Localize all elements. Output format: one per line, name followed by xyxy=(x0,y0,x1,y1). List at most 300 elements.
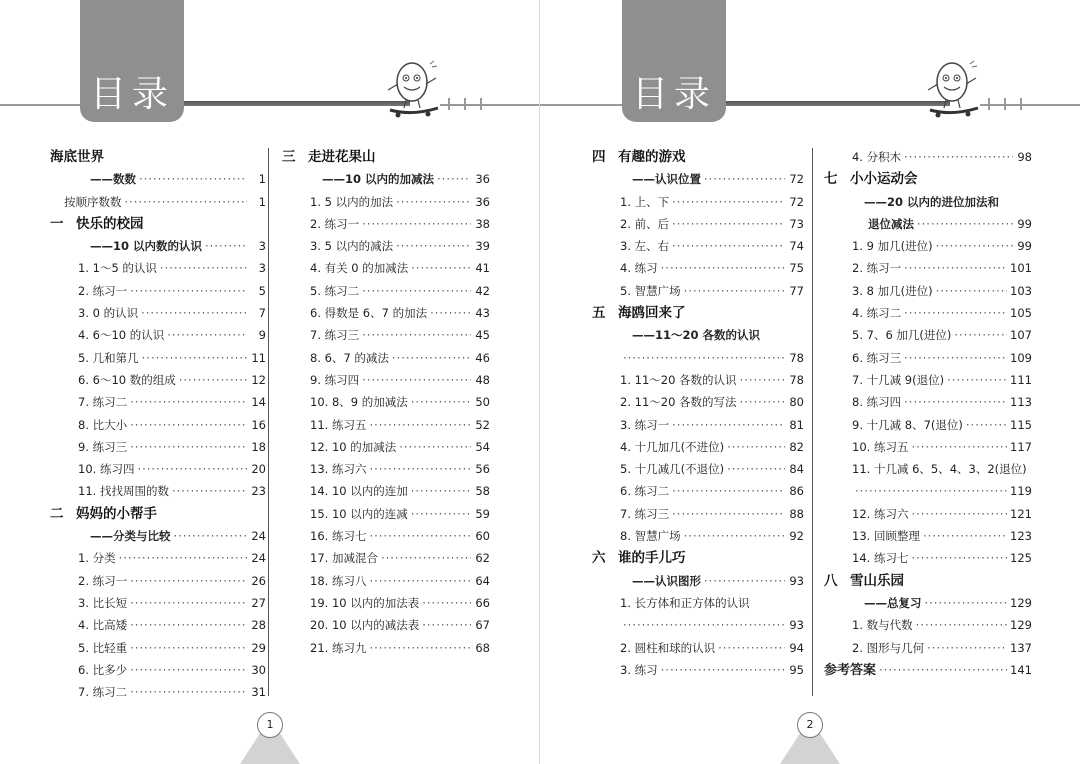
toc-entry xyxy=(592,257,804,279)
section-title: 快乐的校园 xyxy=(76,215,144,232)
toc-page-number: 43 xyxy=(475,306,490,321)
toc-page-number: 38 xyxy=(475,216,490,231)
leader-dots xyxy=(911,503,1007,525)
toc-subtitle xyxy=(50,235,266,257)
section-number: 五 xyxy=(592,305,606,322)
toc-page-number: 95 xyxy=(789,662,804,677)
leader-dots xyxy=(130,280,247,302)
toc-page-number: 81 xyxy=(789,417,804,432)
toc-subtitle xyxy=(824,213,1032,235)
page-number: 1 xyxy=(257,712,283,738)
toc-page-number: 59 xyxy=(475,506,490,521)
toc-entry-label: 3. 0 的认识 xyxy=(78,306,139,321)
toc-entry xyxy=(282,547,490,569)
toc-page-number: 3 xyxy=(258,261,266,276)
toc-entry-label: ——10 以内数的认识 xyxy=(90,239,203,254)
toc-entry-label: 4. 比高矮 xyxy=(78,618,128,633)
section-title: 小小运动会 xyxy=(850,171,918,188)
leader-dots xyxy=(411,503,471,525)
toc-entry-label: 8. 智慧广场 xyxy=(620,529,681,544)
toc-entry xyxy=(824,369,1032,391)
leader-dots xyxy=(422,592,471,614)
toc-entry-label: ——总复习 xyxy=(864,595,922,610)
toc-entry xyxy=(282,637,490,659)
toc-page-number: 50 xyxy=(475,395,490,410)
toc-page-number: 62 xyxy=(475,551,490,566)
toc-page-number: 5 xyxy=(258,283,266,298)
toc-section-heading xyxy=(282,146,490,168)
section-title: 雪山乐园 xyxy=(850,572,904,589)
bars-icon xyxy=(446,96,492,112)
toc-entry xyxy=(282,191,490,213)
toc-entry xyxy=(824,302,1032,324)
toc-page-number: 26 xyxy=(251,573,266,588)
toc-page-number: 115 xyxy=(1010,417,1032,432)
toc-entry xyxy=(50,480,266,502)
toc-entry-label: 6. 得数是 6、7 的加法 xyxy=(310,306,428,321)
section-number: 六 xyxy=(592,550,606,567)
toc-subtitle xyxy=(592,324,804,346)
toc-page-number: 107 xyxy=(1010,328,1032,343)
toc-entry xyxy=(592,458,804,480)
leader-dots xyxy=(916,614,1007,636)
leader-dots xyxy=(369,637,471,659)
toc-entry-label: 10. 8、9 的加减法 xyxy=(310,395,408,410)
leader-dots xyxy=(130,614,247,636)
egg-mascot-icon xyxy=(922,54,992,124)
toc-entry-label: 5. 智慧广场 xyxy=(620,283,681,298)
toc-entry-label: 15. 10 以内的连减 xyxy=(310,506,408,521)
toc-page-number: 41 xyxy=(475,261,490,276)
leader-dots xyxy=(925,592,1008,614)
toc-page-number: 39 xyxy=(475,239,490,254)
toc-section-heading xyxy=(592,302,804,324)
toc-entry-label: 11. 练习五 xyxy=(310,417,367,432)
toc-entry-label: 2. 练习一 xyxy=(310,216,360,231)
header-tab xyxy=(622,0,726,122)
egg-mascot-icon xyxy=(382,54,452,124)
leader-dots xyxy=(623,347,785,369)
toc-entry-label: 12. 练习六 xyxy=(852,506,909,521)
toc-page-number: 99 xyxy=(1017,239,1032,254)
toc-entry xyxy=(592,235,804,257)
toc-page-number: 109 xyxy=(1010,350,1032,365)
toc-entry-label: 18. 练习八 xyxy=(310,573,367,588)
toc-entry xyxy=(592,414,804,436)
toc-page-number: 1 xyxy=(258,172,266,187)
toc-entry-label: 5. 几和第几 xyxy=(78,350,139,365)
header-rule xyxy=(0,104,80,106)
toc-page-number: 68 xyxy=(475,640,490,655)
leader-dots xyxy=(362,213,471,235)
leader-dots xyxy=(672,480,785,502)
toc-page-number: 48 xyxy=(475,372,490,387)
leader-dots xyxy=(704,570,785,592)
toc-entry xyxy=(824,324,1032,346)
toc-entry xyxy=(50,592,266,614)
toc-entry-label: 2. 图形与几何 xyxy=(852,640,925,655)
toc-page-number: 119 xyxy=(1010,484,1032,499)
toc-entry-label: 4. 练习 xyxy=(620,261,658,276)
toc-page-number: 117 xyxy=(1010,439,1032,454)
toc-page-number: 16 xyxy=(251,417,266,432)
toc-page-number: 111 xyxy=(1010,372,1032,387)
toc-page-number: 121 xyxy=(1010,506,1032,521)
toc-entry-label: 8. 练习四 xyxy=(852,395,902,410)
leader-dots xyxy=(130,570,247,592)
leader-dots xyxy=(362,280,471,302)
toc-entry-label: 14. 10 以内的连加 xyxy=(310,484,408,499)
section-title: 妈妈的小帮手 xyxy=(76,505,157,522)
toc-page-number: 42 xyxy=(475,283,490,298)
toc-entry xyxy=(824,146,1032,168)
leader-dots xyxy=(119,547,247,569)
toc-entry xyxy=(50,302,266,324)
toc-entry xyxy=(50,257,266,279)
toc-page-number: 29 xyxy=(251,640,266,655)
toc-page-number: 75 xyxy=(789,261,804,276)
toc-entry xyxy=(282,257,490,279)
toc-page-number: 72 xyxy=(789,194,804,209)
toc-entry-label: 1. 5 以内的加法 xyxy=(310,194,394,209)
toc-page-number: 3 xyxy=(258,239,266,254)
toc-page-number: 74 xyxy=(789,239,804,254)
toc-page-number: 101 xyxy=(1010,261,1032,276)
toc-entry-label: 17. 加减混合 xyxy=(310,551,378,566)
toc-entry xyxy=(282,280,490,302)
leader-dots xyxy=(422,614,471,636)
toc-entry-label: 6. 6～10 数的组成 xyxy=(78,372,176,387)
leader-dots xyxy=(727,458,785,480)
toc-page-number: 46 xyxy=(475,350,490,365)
toc-entry-continuation xyxy=(592,614,804,636)
toc-page-number: 1 xyxy=(258,194,266,209)
toc-page-number: 60 xyxy=(475,529,490,544)
toc-entry-continuation xyxy=(824,480,1032,502)
section-title: 海底世界 xyxy=(50,149,104,165)
toc-entry-label: 2. 圆柱和球的认识 xyxy=(620,640,716,655)
toc-entry xyxy=(824,391,1032,413)
leader-dots xyxy=(923,525,1007,547)
section-title: 谁的手儿巧 xyxy=(618,550,686,567)
leader-dots xyxy=(392,347,471,369)
toc-entry-label: 7. 练习三 xyxy=(620,506,670,521)
leader-dots xyxy=(411,257,471,279)
toc-entry xyxy=(824,436,1032,458)
toc-entry xyxy=(282,347,490,369)
toc-page-number: 73 xyxy=(789,216,804,231)
toc-entry xyxy=(50,659,266,681)
leader-dots xyxy=(672,503,785,525)
toc-page-number: 103 xyxy=(1010,283,1032,298)
toc-page-number: 36 xyxy=(475,172,490,187)
leader-dots xyxy=(396,191,471,213)
toc-entry-label: 4. 练习二 xyxy=(852,306,902,321)
toc-entry xyxy=(824,257,1032,279)
toc-entry xyxy=(50,681,266,703)
toc-entry xyxy=(282,525,490,547)
toc-page-number: 28 xyxy=(251,618,266,633)
leader-dots xyxy=(904,146,1013,168)
header-rule xyxy=(720,101,950,106)
toc-entry xyxy=(592,525,804,547)
toc-entry-label: 11. 十几减 6、5、4、3、2(退位) xyxy=(852,462,1027,477)
leader-dots xyxy=(855,480,1007,502)
toc-subtitle xyxy=(824,592,1032,614)
leader-dots xyxy=(179,369,247,391)
toc-entry-label: 6. 练习二 xyxy=(620,484,670,499)
toc-page-number: 82 xyxy=(789,439,804,454)
toc-entry xyxy=(50,191,266,213)
toc-page-number: 123 xyxy=(1010,529,1032,544)
toc-entry xyxy=(824,503,1032,525)
toc-entry-label: 按顺序数数 xyxy=(64,194,122,209)
toc-entry-label: ——认识位置 xyxy=(632,172,701,187)
header-rule xyxy=(180,101,410,106)
leader-dots xyxy=(137,458,247,480)
toc-entry-label: 7. 练习二 xyxy=(78,395,128,410)
leader-dots xyxy=(381,547,471,569)
toc-entry-label: 1. 1～5 的认识 xyxy=(78,261,157,276)
toc-subtitle xyxy=(50,168,266,190)
toc-page-number: 72 xyxy=(789,172,804,187)
leader-dots xyxy=(369,414,471,436)
toc-page-number: 11 xyxy=(251,350,266,365)
toc-subtitle xyxy=(592,570,804,592)
toc-column xyxy=(824,146,1032,681)
toc-page-number: 56 xyxy=(475,462,490,477)
leader-dots xyxy=(139,168,247,190)
leader-dots xyxy=(966,414,1007,436)
leader-dots xyxy=(369,570,471,592)
toc-entry-label: 2. 前、后 xyxy=(620,216,670,231)
toc-entry-label: 7. 练习二 xyxy=(78,685,128,700)
toc-page-number: 66 xyxy=(475,595,490,610)
toc-page-number: 93 xyxy=(789,573,804,588)
leader-dots xyxy=(130,391,247,413)
toc-entry xyxy=(282,570,490,592)
toc-page-number: 12 xyxy=(251,372,266,387)
toc-entry-label: 7. 练习三 xyxy=(310,328,360,343)
toc-entry xyxy=(282,503,490,525)
toc-entry-label: 8. 6、7 的减法 xyxy=(310,350,389,365)
section-number: 七 xyxy=(824,171,838,188)
leader-dots xyxy=(130,592,247,614)
toc-entry xyxy=(50,414,266,436)
toc-entry-label: 6. 练习三 xyxy=(852,350,902,365)
toc-entry xyxy=(592,369,804,391)
toc-page-number: 45 xyxy=(475,328,490,343)
leader-dots xyxy=(130,681,247,703)
toc-page-number: 94 xyxy=(789,640,804,655)
toc-entry-label: 2. 11～20 各数的写法 xyxy=(620,395,737,410)
leader-dots xyxy=(396,235,471,257)
toc-page-number: 18 xyxy=(251,439,266,454)
leader-dots xyxy=(160,257,247,279)
toc-section-heading xyxy=(592,146,804,168)
toc-page-number: 98 xyxy=(1017,150,1032,164)
toc-entry xyxy=(592,592,804,614)
leader-dots xyxy=(904,347,1007,369)
toc-page-number: 129 xyxy=(1010,595,1032,610)
leader-dots xyxy=(437,168,471,190)
toc-subtitle xyxy=(592,168,804,190)
toc-entry-label: ——10 以内的加减法 xyxy=(322,172,435,187)
section-number: 一 xyxy=(50,215,64,232)
leader-dots xyxy=(174,525,248,547)
toc-entry-label: 4. 分积木 xyxy=(852,150,902,164)
toc-entry-label: 退位减法 xyxy=(868,216,914,231)
toc-page-number: 84 xyxy=(789,462,804,477)
toc-entry xyxy=(282,235,490,257)
leader-dots xyxy=(740,391,785,413)
toc-page-number: 64 xyxy=(475,573,490,588)
toc-subtitle xyxy=(282,168,490,190)
section-number: 八 xyxy=(824,572,838,589)
leader-dots xyxy=(141,302,247,324)
leader-dots xyxy=(936,280,1007,302)
toc-entry-label: 2. 练习一 xyxy=(78,573,128,588)
toc-entry-label: 3. 左、右 xyxy=(620,239,670,254)
toc-entry-label: ——20 以内的进位加法和 xyxy=(864,194,1000,209)
toc-column xyxy=(592,146,804,681)
toc-page-number: 78 xyxy=(789,350,804,365)
toc-page-number: 14 xyxy=(251,395,266,410)
toc-entry xyxy=(592,280,804,302)
toc-entry-label: 2. 练习一 xyxy=(78,283,128,298)
leader-dots xyxy=(661,659,785,681)
toc-section-heading xyxy=(824,168,1032,190)
toc-section-heading xyxy=(592,547,804,569)
leader-dots xyxy=(954,324,1007,346)
toc-entry-label: ——数数 xyxy=(90,172,136,187)
toc-entry xyxy=(592,213,804,235)
leader-dots xyxy=(672,414,785,436)
toc-entry xyxy=(50,280,266,302)
toc-entry-label: 5. 比轻重 xyxy=(78,640,128,655)
toc-entry xyxy=(824,414,1032,436)
section-title: 海鸥回来了 xyxy=(618,305,686,322)
toc-page-number: 80 xyxy=(789,395,804,410)
column-divider xyxy=(268,148,269,696)
leader-dots xyxy=(672,191,785,213)
toc-answers-entry xyxy=(824,659,1032,681)
toc-entry-label: 14. 练习七 xyxy=(852,551,909,566)
toc-entry xyxy=(50,458,266,480)
leader-dots xyxy=(911,547,1007,569)
toc-entry xyxy=(282,369,490,391)
toc-entry xyxy=(824,547,1032,569)
bars-icon xyxy=(986,96,1032,112)
toc-page-number: 88 xyxy=(789,506,804,521)
leader-dots xyxy=(125,191,248,213)
leader-dots xyxy=(362,324,471,346)
leader-dots xyxy=(130,659,247,681)
toc-entry xyxy=(282,480,490,502)
toc-entry-label: 4. 6～10 的认识 xyxy=(78,328,165,343)
toc-entry-label: 9. 练习四 xyxy=(310,372,360,387)
toc-entry xyxy=(592,659,804,681)
section-title: 走进花果山 xyxy=(308,149,376,165)
page-number-badge xyxy=(770,704,850,764)
toc-entry-label: 13. 回顾整理 xyxy=(852,529,920,544)
toc-entry xyxy=(50,547,266,569)
leader-dots xyxy=(904,257,1007,279)
toc-entry-label: 9. 十几减 8、7(退位) xyxy=(852,417,963,432)
leader-dots xyxy=(684,280,785,302)
toc-entry-continuation xyxy=(592,347,804,369)
header-tab xyxy=(80,0,184,122)
header-rule xyxy=(540,104,622,106)
toc-entry xyxy=(282,458,490,480)
leader-dots xyxy=(362,369,471,391)
leader-dots xyxy=(740,369,785,391)
toc-entry xyxy=(282,302,490,324)
leader-dots xyxy=(927,637,1007,659)
section-title: 有趣的游戏 xyxy=(618,149,686,165)
toc-entry-label: 1. 9 加几(进位) xyxy=(852,239,933,254)
leader-dots xyxy=(727,436,785,458)
page-title: 目录 xyxy=(89,74,174,115)
page-title: 目录 xyxy=(631,74,716,115)
toc-entry xyxy=(282,213,490,235)
toc-page-number: 141 xyxy=(1010,662,1032,677)
leader-dots xyxy=(704,168,785,190)
toc-entry xyxy=(50,391,266,413)
toc-page-number: 125 xyxy=(1010,551,1032,566)
toc-entry-label: 3. 练习 xyxy=(620,662,658,677)
toc-entry-label: 1. 长方体和正方体的认识 xyxy=(620,595,750,610)
leader-dots xyxy=(130,414,247,436)
toc-column xyxy=(282,146,490,659)
toc-page-number: 27 xyxy=(251,595,266,610)
toc-entry-label: 10. 练习五 xyxy=(852,439,909,454)
toc-entry-label: 7. 十几减 9(退位) xyxy=(852,372,945,387)
toc-entry xyxy=(592,191,804,213)
toc-entry xyxy=(282,436,490,458)
toc-page-number: 9 xyxy=(258,328,266,343)
toc-entry-label: 4. 十几加几(不进位) xyxy=(620,439,725,454)
toc-page-number: 24 xyxy=(251,529,266,544)
toc-page-number: 137 xyxy=(1010,640,1032,655)
column-divider xyxy=(812,148,813,696)
toc-entry xyxy=(824,458,1032,480)
toc-page-number: 92 xyxy=(789,529,804,544)
toc-section-heading xyxy=(50,146,266,168)
toc-entry xyxy=(824,280,1032,302)
toc-entry xyxy=(282,614,490,636)
toc-entry-label: ——11～20 各数的认识 xyxy=(632,328,761,343)
toc-entry xyxy=(50,614,266,636)
toc-entry-label: 6. 比多少 xyxy=(78,662,128,677)
toc-entry xyxy=(50,324,266,346)
toc-page-number: 93 xyxy=(789,618,804,633)
toc-page-number: 105 xyxy=(1010,306,1032,321)
toc-entry xyxy=(592,503,804,525)
toc-page-number: 99 xyxy=(1017,216,1032,231)
toc-page-number: 24 xyxy=(251,551,266,566)
leader-dots xyxy=(172,480,247,502)
toc-page-number: 30 xyxy=(251,662,266,677)
toc-entry xyxy=(824,235,1032,257)
toc-entry-label: 20. 10 以内的减法表 xyxy=(310,618,420,633)
page-number: 2 xyxy=(797,712,823,738)
toc-entry xyxy=(592,637,804,659)
toc-column xyxy=(50,146,266,703)
toc-entry-label: 4. 有关 0 的加减法 xyxy=(310,261,409,276)
toc-page-number: 23 xyxy=(251,484,266,499)
leader-dots xyxy=(904,391,1007,413)
